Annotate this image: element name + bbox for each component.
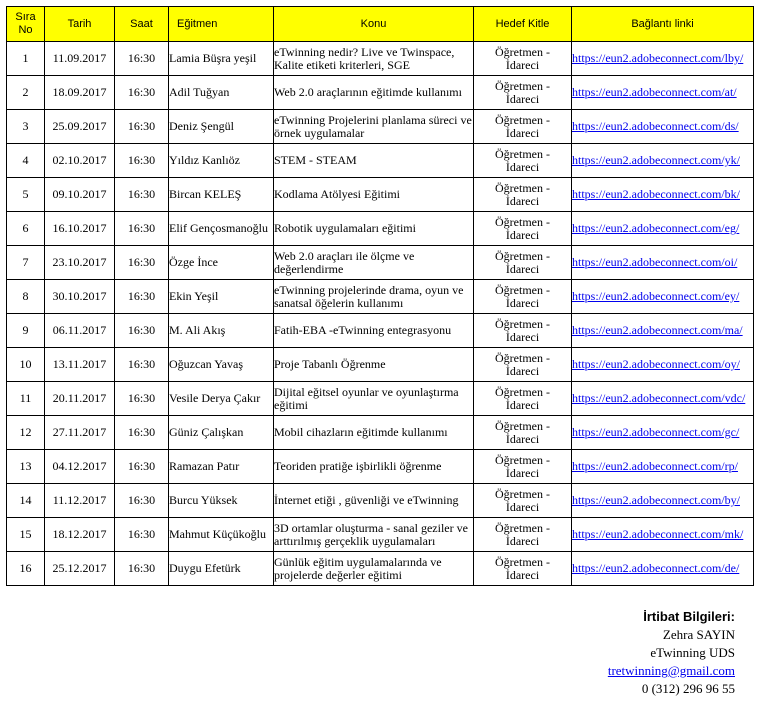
cell-instructor: Ekin Yeşil [169, 280, 274, 314]
table-row [7, 280, 754, 314]
cell-date: 09.10.2017 [45, 178, 115, 212]
session-link[interactable]: https://eun2.adobeconnect.com/yk/ [572, 153, 740, 167]
cell-audience: Öğretmen - İdareci [474, 450, 572, 484]
table-row [7, 246, 754, 280]
cell-no: 16 [7, 552, 45, 586]
cell-link [572, 178, 754, 212]
table-row [7, 450, 754, 484]
cell-instructor: Elif Gençosmanoğlu [169, 212, 274, 246]
cell-link [572, 518, 754, 552]
cell-no: 2 [7, 76, 45, 110]
cell-instructor: M. Ali Akış [169, 314, 274, 348]
session-link[interactable]: https://eun2.adobeconnect.com/ds/ [572, 119, 739, 133]
table-row [7, 518, 754, 552]
cell-time: 16:30 [115, 450, 169, 484]
cell-instructor: Vesile Derya Çakır [169, 382, 274, 416]
cell-time: 16:30 [115, 382, 169, 416]
cell-link [572, 110, 754, 144]
header-no-line1: Sıra [15, 11, 36, 23]
session-link[interactable]: https://eun2.adobeconnect.com/rp/ [572, 459, 738, 473]
table-row [7, 416, 754, 450]
cell-instructor: Bircan KELEŞ [169, 178, 274, 212]
cell-date: 27.11.2017 [45, 416, 115, 450]
cell-time: 16:30 [115, 246, 169, 280]
cell-date: 11.12.2017 [45, 484, 115, 518]
cell-date: 16.10.2017 [45, 212, 115, 246]
cell-time: 16:30 [115, 518, 169, 552]
session-link[interactable]: https://eun2.adobeconnect.com/oi/ [572, 255, 738, 269]
session-link[interactable]: https://eun2.adobeconnect.com/bk/ [572, 187, 740, 201]
cell-no: 15 [7, 518, 45, 552]
cell-topic: Dijital eğitsel oyunlar ve oyunlaştırma eğitimi [274, 382, 474, 416]
cell-link [572, 42, 754, 76]
cell-link [572, 450, 754, 484]
cell-instructor: Ramazan Patır [169, 450, 274, 484]
cell-instructor: Burcu Yüksek [169, 484, 274, 518]
cell-topic: Proje Tabanlı Öğrenme [274, 348, 474, 382]
table-row [7, 178, 754, 212]
session-link[interactable]: https://eun2.adobeconnect.com/by/ [572, 493, 740, 507]
cell-time: 16:30 [115, 212, 169, 246]
header-link: Bağlantı linki [572, 7, 754, 42]
cell-instructor: Yıldız Kanlıöz [169, 144, 274, 178]
contact-name: Zehra SAYIN [662, 627, 735, 642]
cell-no: 13 [7, 450, 45, 484]
session-link[interactable]: https://eun2.adobeconnect.com/at/ [572, 85, 737, 99]
cell-topic: Robotik uygulamaları eğitimi [274, 212, 474, 246]
cell-time: 16:30 [115, 280, 169, 314]
cell-link [572, 552, 754, 586]
cell-no: 7 [7, 246, 45, 280]
cell-no: 1 [7, 42, 45, 76]
table-row [7, 110, 754, 144]
cell-link [572, 382, 754, 416]
contact-org: eTwinning UDS [650, 645, 735, 660]
session-link[interactable]: https://eun2.adobeconnect.com/lby/ [572, 51, 744, 65]
cell-date: 06.11.2017 [45, 314, 115, 348]
cell-topic: 3D ortamlar oluşturma - sanal geziler ve arttırılmış gerçeklik uygulamaları [274, 518, 474, 552]
cell-no: 10 [7, 348, 45, 382]
header-audience: Hedef Kitle [474, 7, 572, 42]
cell-time: 16:30 [115, 314, 169, 348]
cell-time: 16:30 [115, 76, 169, 110]
cell-instructor: Özge İnce [169, 246, 274, 280]
cell-instructor: Lamia Büşra yeşil [169, 42, 274, 76]
table-row [7, 314, 754, 348]
cell-audience: Öğretmen - İdareci [474, 144, 572, 178]
session-link[interactable]: https://eun2.adobeconnect.com/eg/ [572, 221, 740, 235]
cell-topic: İnternet etiği , güvenliği ve eTwinning [274, 484, 474, 518]
cell-no: 6 [7, 212, 45, 246]
cell-audience: Öğretmen - İdareci [474, 314, 572, 348]
table-row [7, 484, 754, 518]
table-row [7, 76, 754, 110]
session-link[interactable]: https://eun2.adobeconnect.com/oy/ [572, 357, 740, 371]
cell-link [572, 416, 754, 450]
table-row [7, 212, 754, 246]
cell-no: 12 [7, 416, 45, 450]
cell-audience: Öğretmen - İdareci [474, 280, 572, 314]
cell-topic: Teoriden pratiğe işbirlikli öğrenme [274, 450, 474, 484]
cell-audience: Öğretmen - İdareci [474, 178, 572, 212]
cell-audience: Öğretmen - İdareci [474, 518, 572, 552]
cell-instructor: Mahmut Küçükoğlu [169, 518, 274, 552]
cell-instructor: Duygu Efetürk [169, 552, 274, 586]
cell-instructor: Güniz Çalışkan [169, 416, 274, 450]
cell-date: 02.10.2017 [45, 144, 115, 178]
cell-audience: Öğretmen - İdareci [474, 246, 572, 280]
session-link[interactable]: https://eun2.adobeconnect.com/mk/ [572, 527, 744, 541]
table-row [7, 144, 754, 178]
cell-instructor: Deniz Şengül [169, 110, 274, 144]
header-date: Tarih [45, 7, 115, 42]
header-row [7, 7, 754, 42]
contact-info [608, 608, 735, 698]
cell-link [572, 348, 754, 382]
cell-time: 16:30 [115, 42, 169, 76]
cell-link [572, 484, 754, 518]
cell-time: 16:30 [115, 110, 169, 144]
cell-time: 16:30 [115, 348, 169, 382]
contact-email-link[interactable]: tretwinning@gmail.com [607, 663, 735, 678]
cell-audience: Öğretmen - İdareci [474, 212, 572, 246]
cell-topic: Mobil cihazların eğitimde kullanımı [274, 416, 474, 450]
cell-no: 5 [7, 178, 45, 212]
cell-topic: Web 2.0 araçlarının eğitimde kullanımı [274, 76, 474, 110]
contact-title: İrtibat Bilgileri: [643, 609, 735, 624]
cell-no: 11 [7, 382, 45, 416]
cell-instructor: Oğuzcan Yavaş [169, 348, 274, 382]
table-row [7, 552, 754, 586]
cell-date: 04.12.2017 [45, 450, 115, 484]
session-link[interactable]: https://eun2.adobeconnect.com/ma/ [572, 323, 743, 337]
header-no-line2: No [18, 24, 33, 36]
cell-no: 4 [7, 144, 45, 178]
cell-date: 25.12.2017 [45, 552, 115, 586]
cell-audience: Öğretmen - İdareci [474, 110, 572, 144]
cell-audience: Öğretmen - İdareci [474, 416, 572, 450]
cell-topic: Kodlama Atölyesi Eğitimi [274, 178, 474, 212]
cell-date: 18.09.2017 [45, 76, 115, 110]
header-instructor: Eğitmen [169, 7, 274, 42]
cell-topic: Web 2.0 araçları ile ölçme ve değerlendirme [274, 246, 474, 280]
session-link[interactable]: https://eun2.adobeconnect.com/vdc/ [572, 391, 746, 405]
cell-no: 9 [7, 314, 45, 348]
schedule-table [6, 6, 754, 586]
cell-topic: Fatih-EBA -eTwinning entegrasyonu [274, 314, 474, 348]
cell-no: 8 [7, 280, 45, 314]
table-row [7, 348, 754, 382]
cell-date: 18.12.2017 [45, 518, 115, 552]
table-row [7, 382, 754, 416]
cell-time: 16:30 [115, 552, 169, 586]
session-link[interactable]: https://eun2.adobeconnect.com/gc/ [572, 425, 740, 439]
cell-time: 16:30 [115, 416, 169, 450]
cell-time: 16:30 [115, 484, 169, 518]
cell-topic: eTwinning projelerinde drama, oyun ve sanatsal öğelerin kullanımı [274, 280, 474, 314]
cell-date: 13.11.2017 [45, 348, 115, 382]
cell-instructor: Adil Tuğyan [169, 76, 274, 110]
header-time: Saat [115, 7, 169, 42]
cell-audience: Öğretmen - İdareci [474, 382, 572, 416]
cell-date: 25.09.2017 [45, 110, 115, 144]
cell-date: 20.11.2017 [45, 382, 115, 416]
cell-time: 16:30 [115, 144, 169, 178]
cell-audience: Öğretmen - İdareci [474, 552, 572, 586]
cell-audience: Öğretmen - İdareci [474, 348, 572, 382]
cell-no: 3 [7, 110, 45, 144]
cell-time: 16:30 [115, 178, 169, 212]
cell-topic: STEM - STEAM [274, 144, 474, 178]
contact-phone: 0 (312) 296 96 55 [641, 681, 735, 696]
cell-link [572, 246, 754, 280]
cell-link [572, 280, 754, 314]
table-row [7, 42, 754, 76]
cell-no: 14 [7, 484, 45, 518]
cell-date: 30.10.2017 [45, 280, 115, 314]
session-link[interactable]: https://eun2.adobeconnect.com/de/ [572, 561, 740, 575]
cell-audience: Öğretmen - İdareci [474, 484, 572, 518]
cell-link [572, 76, 754, 110]
cell-audience: Öğretmen - İdareci [474, 76, 572, 110]
cell-link [572, 314, 754, 348]
cell-date: 11.09.2017 [45, 42, 115, 76]
header-no [7, 7, 45, 42]
cell-audience: Öğretmen - İdareci [474, 42, 572, 76]
cell-link [572, 144, 754, 178]
cell-topic: Günlük eğitim uygulamalarında ve projelerde değerler eğitimi [274, 552, 474, 586]
cell-topic: eTwinning Projelerini planlama süreci ve örnek uygulamalar [274, 110, 474, 144]
session-link[interactable]: https://eun2.adobeconnect.com/ey/ [572, 289, 740, 303]
header-topic: Konu [274, 7, 474, 42]
cell-link [572, 212, 754, 246]
cell-date: 23.10.2017 [45, 246, 115, 280]
cell-topic: eTwinning nedir? Live ve Twinspace, Kalite etiketi kriterleri, SGE [274, 42, 474, 76]
